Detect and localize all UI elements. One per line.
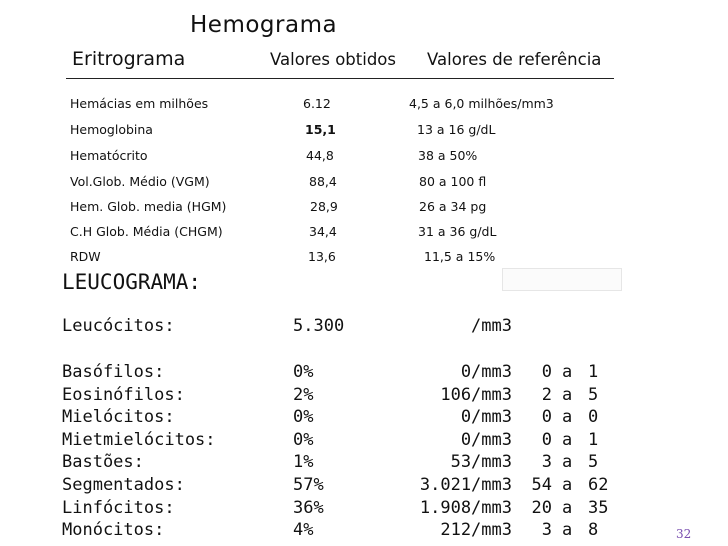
- leucograma-title: LEUCOGRAMA:: [62, 270, 202, 294]
- leuco-row-name: Linfócitos:: [62, 498, 175, 518]
- leuco-row-name: Monócitos:: [62, 520, 165, 540]
- leuco-row-ref-min: 2: [541, 385, 552, 405]
- leuco-row-ref-max: 5: [588, 452, 599, 472]
- leuco-row-ref-min: 0: [541, 430, 552, 450]
- eritrograma-label: Eritrograma: [72, 48, 186, 70]
- ery-row-name: Hematócrito: [70, 148, 148, 163]
- leuco-row-ref-min: 0: [541, 362, 552, 382]
- ery-row-ref: 13 a 16 g/dL: [417, 122, 496, 137]
- ery-row-name: Hemoglobina: [70, 122, 153, 137]
- leuco-row-ref-max: 8: [588, 520, 599, 540]
- leuco-row-pct: 4%: [293, 520, 314, 540]
- leuco-row-ref-sep: a: [562, 430, 573, 450]
- col-reference-header: Valores de referência: [427, 50, 602, 69]
- leuco-row-name: Bastões:: [62, 452, 144, 472]
- leuco-row-ref-sep: a: [562, 385, 573, 405]
- ery-row-value: 34,4: [309, 224, 337, 239]
- leuco-row-absolute: 106/mm3: [440, 385, 512, 405]
- leuco-row-ref-max: 0: [588, 407, 599, 427]
- leuco-row-pct: 36%: [293, 498, 324, 518]
- leuco-row-ref-sep: a: [562, 475, 573, 495]
- leuco-total-absolute: /mm3: [471, 316, 512, 336]
- leuco-row-ref-sep: a: [562, 520, 573, 540]
- ery-row-value: 15,1: [305, 122, 336, 137]
- leuco-row-ref-max: 35: [588, 498, 609, 518]
- leuco-row-ref-sep: a: [562, 407, 573, 427]
- ery-row-value: 6.12: [303, 96, 331, 111]
- ery-row-value: 13,6: [308, 249, 336, 264]
- leuco-total-name: Leucócitos:: [62, 316, 175, 336]
- leuco-row-name: Basófilos:: [62, 362, 165, 382]
- leuco-row-name: Segmentados:: [62, 475, 185, 495]
- ery-row-name: Hemácias em milhões: [70, 96, 209, 111]
- ery-row-ref: 38 a 50%: [418, 148, 478, 163]
- leuco-row-absolute: 0/mm3: [460, 407, 512, 427]
- leuco-row-absolute: 0/mm3: [460, 430, 512, 450]
- page-title: Hemograma: [190, 12, 338, 38]
- leuco-row-ref-sep: a: [562, 362, 573, 382]
- leuco-row-ref-min: 3: [541, 452, 552, 472]
- leuco-row-ref-sep: a: [562, 498, 573, 518]
- leuco-row-ref-max: 1: [588, 362, 599, 382]
- ery-row-ref: 80 a 100 fl: [419, 174, 487, 189]
- blank-box: [502, 268, 622, 291]
- leuco-row-ref-min: 0: [541, 407, 552, 427]
- ery-row-ref: 26 a 34 pg: [419, 199, 487, 214]
- ery-row-name: C.H Glob. Média (CHGM): [70, 224, 223, 239]
- col-obtained-header: Valores obtidos: [270, 50, 396, 69]
- leuco-row-ref-max: 62: [588, 475, 609, 495]
- leuco-row-absolute: 53/mm3: [450, 452, 512, 472]
- leuco-row-pct: 0%: [293, 407, 314, 427]
- ery-row-name: RDW: [70, 249, 101, 264]
- ery-row-value: 28,9: [310, 199, 338, 214]
- leuco-row-ref-sep: a: [562, 452, 573, 472]
- ery-row-ref: 31 a 36 g/dL: [418, 224, 497, 239]
- leuco-row-absolute: 1.908/mm3: [419, 498, 512, 518]
- ery-row-ref: 4,5 a 6,0 milhões/mm3: [409, 96, 554, 111]
- leuco-row-pct: 0%: [293, 362, 314, 382]
- leuco-row-ref-min: 54: [531, 475, 552, 495]
- leuco-row-ref-max: 1: [588, 430, 599, 450]
- leuco-row-ref-min: 20: [531, 498, 552, 518]
- ery-row-value: 44,8: [306, 148, 334, 163]
- leuco-row-absolute: 3.021/mm3: [419, 475, 512, 495]
- page-number: 32: [676, 527, 692, 541]
- leuco-row-absolute: 212/mm3: [440, 520, 512, 540]
- ery-row-value: 88,4: [309, 174, 337, 189]
- leuco-row-name: Eosinófilos:: [62, 385, 185, 405]
- leuco-row-ref-min: 3: [541, 520, 552, 540]
- leuco-row-pct: 2%: [293, 385, 314, 405]
- leuco-row-ref-max: 5: [588, 385, 599, 405]
- ery-row-ref: 11,5 a 15%: [424, 249, 496, 264]
- leuco-row-pct: 1%: [293, 452, 314, 472]
- leuco-row-absolute: 0/mm3: [460, 362, 512, 382]
- leuco-row-pct: 0%: [293, 430, 314, 450]
- ery-row-name: Vol.Glob. Médio (VGM): [70, 174, 210, 189]
- leuco-row-name: Mielócitos:: [62, 407, 175, 427]
- header-divider: [66, 78, 614, 79]
- leuco-row-name: Mietmielócitos:: [62, 430, 216, 450]
- leuco-total-value: 5.300: [293, 316, 345, 336]
- leuco-row-pct: 57%: [293, 475, 324, 495]
- ery-row-name: Hem. Glob. media (HGM): [70, 199, 227, 214]
